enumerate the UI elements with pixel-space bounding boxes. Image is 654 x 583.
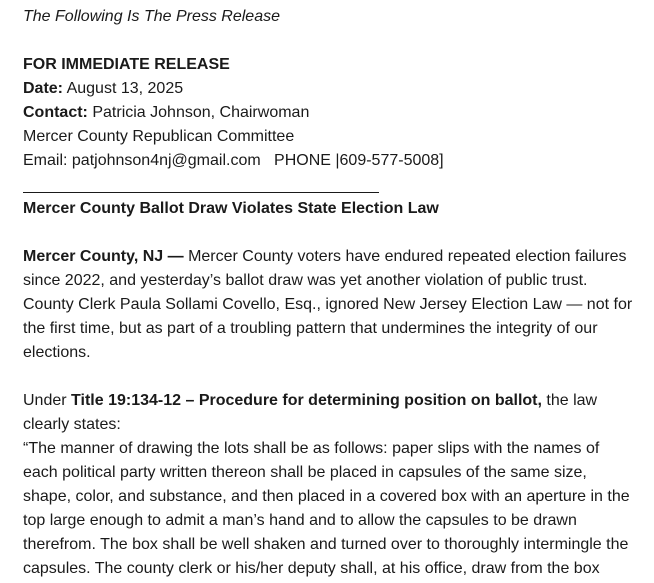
statute-quote: “The manner of drawing the lots shall be as follows: paper slips with the names of each political party written thereon shall be placed in capsules of the same size, shape, color, and substance, and then placed in a covered box with an aperture in the top large enough to admit a man’s hand and to allow the capsules to be drawn therefrom. The box shall be well shaken and turned over to thoroughly intermingle the capsules. The county clerk or his/her deputy shall, at his office, draw from the box	[23, 440, 630, 577]
headline: Mercer County Ballot Draw Violates State Election Law	[23, 200, 439, 217]
contact-value: Patricia Johnson, Chairwoman	[92, 104, 310, 121]
date-value: August 13, 2025	[66, 80, 184, 97]
paragraph-1-text: Mercer County voters have endured repeated election failures since 2022, and yesterday’s ballot draw was yet another violation of public trust. County Clerk Paula Sollami Covello, Esq., ignored New Jersey Election Law — not for the first time, but as part of a troubling pattern that undermines the integrity of our elections.	[23, 248, 633, 361]
statute-reference: Title 19:134-12 – Procedure for determining position on ballot,	[71, 392, 542, 409]
body-paragraph-1	[23, 245, 635, 365]
paragraph-2-lead: Under	[23, 392, 67, 409]
divider-rule	[23, 192, 379, 193]
contact-label: Contact:	[23, 104, 88, 121]
body-paragraph-2	[23, 389, 635, 437]
contact-info-line	[23, 149, 444, 173]
release-label: FOR IMMEDIATE RELEASE	[23, 56, 230, 73]
contact-line	[23, 101, 444, 125]
date-line	[23, 77, 444, 101]
organization-name: Mercer County Republican Committee	[23, 128, 295, 145]
date-label: Date:	[23, 80, 64, 97]
dateline: Mercer County, NJ —	[23, 248, 184, 265]
release-header	[23, 53, 444, 173]
phone-line: PHONE |609-577-5008]	[274, 152, 444, 169]
intro-line: The Following Is The Press Release	[23, 8, 280, 25]
paragraph-2-tail: the law clearly states:	[23, 392, 598, 433]
email-line: Email: patjohnson4nj@gmail.com	[23, 152, 261, 169]
